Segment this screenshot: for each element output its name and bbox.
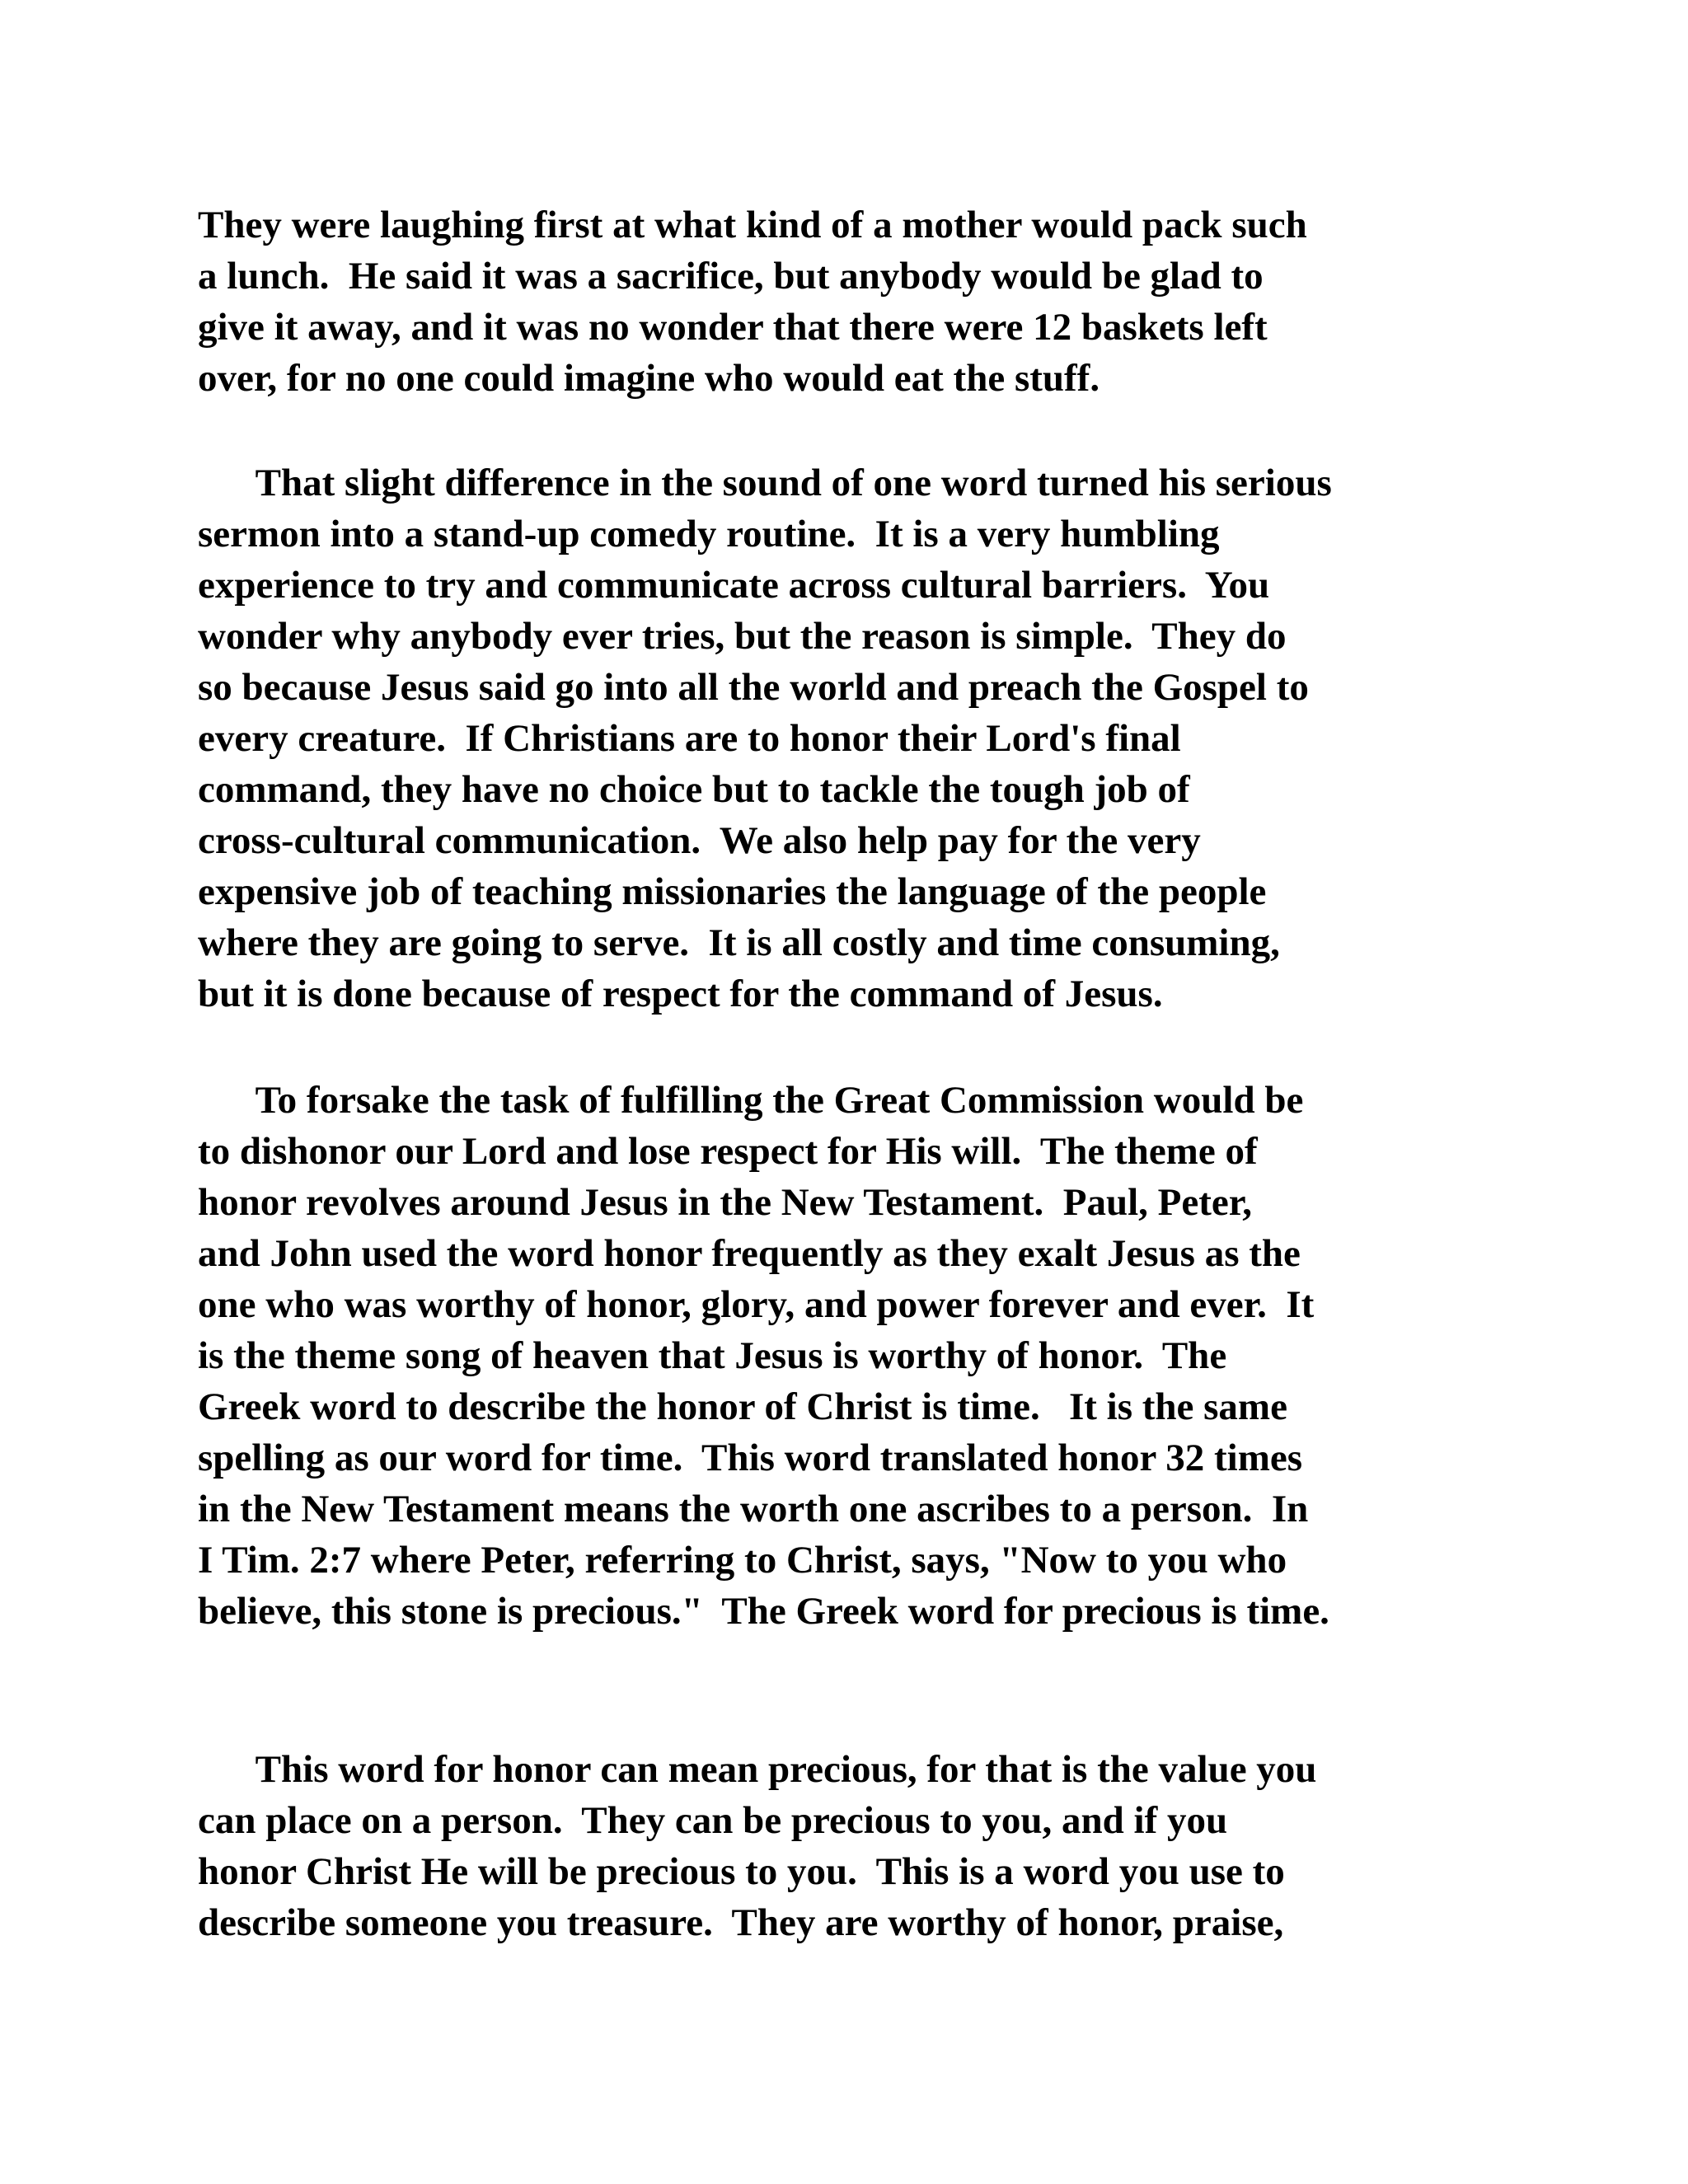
text-line: honor Christ He will be precious to you. This is a word you use to [198,1850,1285,1893]
text-line: give it away, and it was no wonder that there were 12 baskets left [198,306,1268,349]
text-line: sermon into a stand-up comedy routine. It is a very humbling [198,513,1220,555]
text-line: experience to try and communicate across cultural barriers. You [198,564,1270,607]
text-line: one who was worthy of honor, glory, and power forever and ever. It [198,1283,1315,1326]
text-line: cross-cultural communication. We also help pay for the very [198,819,1201,862]
paragraph-3 [198,1075,1533,1637]
text-line: so because Jesus said go into all the world and preach the Gospel to [198,666,1309,709]
text-line: spelling as our word for time. This word translated honor 32 times [198,1436,1303,1479]
paragraph-2 [198,457,1533,1019]
text-line: wonder why anybody ever tries, but the reason is simple. They do [198,615,1287,658]
text-line: but it is done because of respect for the command of Jesus. [198,972,1163,1015]
text-line: This word for honor can mean precious, for that is the value you [198,1748,1317,1791]
text-line: honor revolves around Jesus in the New Testament. Paul, Peter, [198,1181,1253,1224]
text-line: They were laughing first at what kind of a mother would pack such [198,204,1307,246]
text-line: and John used the word honor frequently as they exalt Jesus as the [198,1232,1301,1275]
text-line: over, for no one could imagine who would eat the stuff. [198,357,1100,400]
text-line: I Tim. 2:7 where Peter, referring to Christ, says, "Now to you who [198,1539,1287,1582]
text-line: Greek word to describe the honor of Christ is time. It is the same [198,1385,1287,1428]
text-line: in the New Testament means the worth one ascribes to a person. In [198,1488,1309,1530]
text-line: command, they have no choice but to tackle the tough job of [198,768,1190,811]
text-line: To forsake the task of fulfilling the Great Commission would be [198,1079,1304,1122]
paragraph-4 [198,1744,1533,1948]
text-line: expensive job of teaching missionaries the language of the people [198,870,1267,913]
text-line: every creature. If Christians are to honor their Lord's final [198,717,1181,760]
text-line: to dishonor our Lord and lose respect for His will. The theme of [198,1130,1258,1173]
text-line: where they are going to serve. It is all costly and time consuming, [198,921,1280,964]
paragraph-1 [198,199,1533,404]
text-line: believe, this stone is precious." The Greek word for precious is time. [198,1590,1329,1633]
text-line: describe someone you treasure. They are worthy of honor, praise, [198,1901,1284,1944]
text-line: That slight difference in the sound of one word turned his serious [198,462,1332,504]
text-line: a lunch. He said it was a sacrifice, but anybody would be glad to [198,255,1264,298]
text-line: can place on a person. They can be precious to you, and if you [198,1799,1228,1842]
text-line: is the theme song of heaven that Jesus is worthy of honor. The [198,1334,1227,1377]
